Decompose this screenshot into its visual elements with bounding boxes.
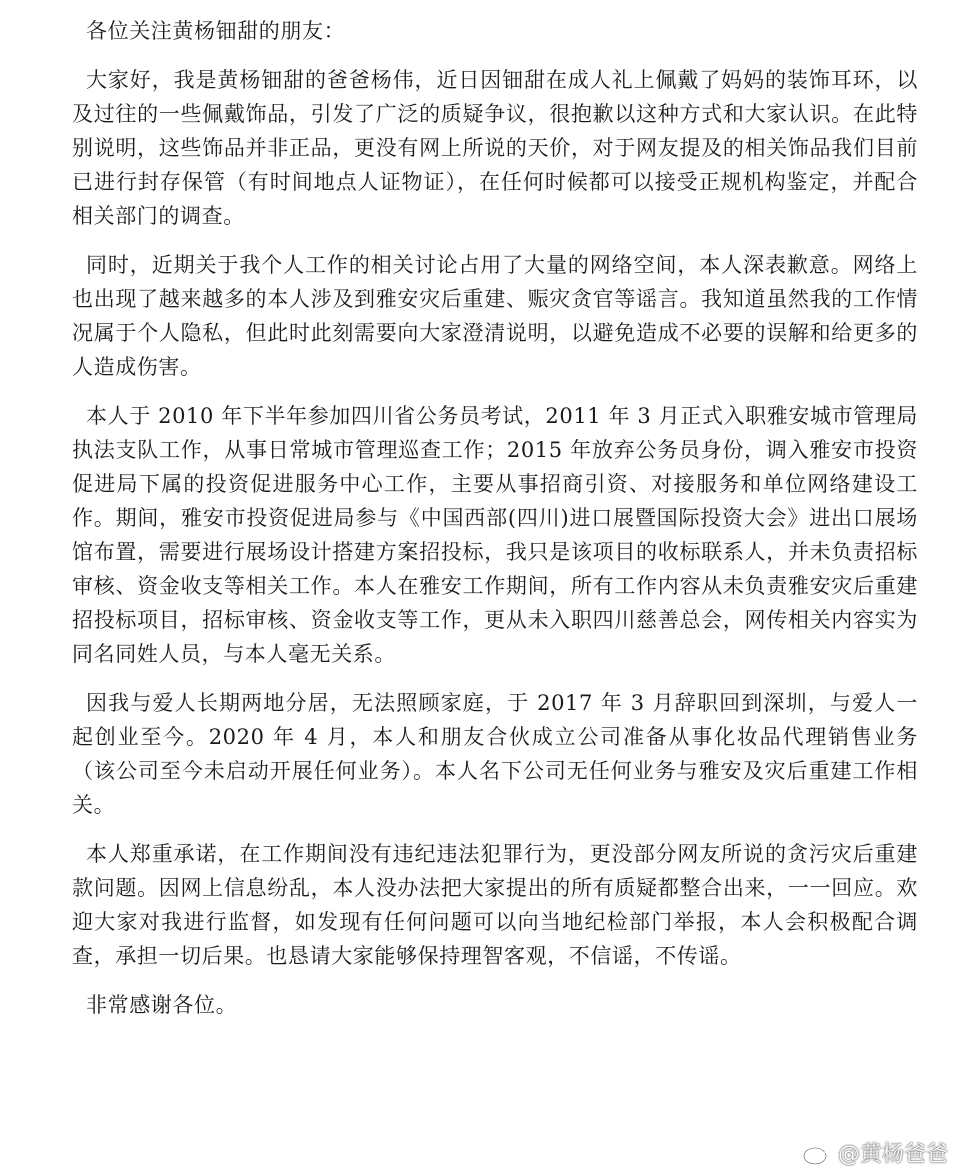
statement-document	[72, 14, 918, 1022]
paragraph-intro: 大家好，我是黄杨钿甜的爸爸杨伟，近日因钿甜在成人礼上佩戴了妈妈的装饰耳环，以及过往的一些佩戴饰品，引发了广泛的质疑争议，很抱歉以这种方式和大家认识。在此特别说明，这些饰品并非正品，更没有网上所说的天价，对于网友提及的相关饰品我们目前已进行封存保管（有时间地点人证物证），在任何时候都可以接受正规机构鉴定，并配合相关部门的调查。	[72, 68, 918, 228]
paragraph-rumors: 同时，近期关于我个人工作的相关讨论占用了大量的网络空间，本人深表歉意。网络上也出现了越来越多的本人涉及到雅安灾后重建、赈灾贪官等谣言。我知道虽然我的工作情况属于个人隐私，但此时此刻需要向大家澄清说明，以避免造成不必要的误解和给更多的人造成伤害。	[72, 253, 918, 379]
weibo-icon	[802, 1140, 832, 1166]
paragraph-work-history: 本人于 2010 年下半年参加四川省公务员考试，2011 年 3 月正式入职雅安城市管理局执法支队工作，从事日常城市管理巡查工作；2015 年放弃公务员身份，调入雅安市投资促进局下属的投资促进服务中心工作，主要从事招商引资、对接服务和单位网络建设工作。期间，雅安市投资促进局参与《中国西部(四川)进口展暨国际投资大会》进出口展场馆布置，需要进行展场设计搭建方案招投标，我只是该项目的收标联系人，并未负责招标审核、资金收支等相关工作。本人在雅安工作期间，所有工作内容从未负责雅安灾后重建招投标项目，招标审核、资金收支等工作，更从未入职四川慈善总会，网传相关内容实为同名同姓人员，与本人毫无关系。	[72, 404, 918, 666]
weibo-watermark	[802, 1137, 948, 1168]
paragraph-commitment: 本人郑重承诺，在工作期间没有违纪违法犯罪行为，更没部分网友所说的贪污灾后重建款问题。因网上信息纷乱，本人没办法把大家提出的所有质疑都整合出来，一一回应。欢迎大家对我进行监督，如发现有任何问题可以向当地纪检部门举报，本人会积极配合调查，承担一切后果。也恳请大家能够保持理智客观，不信谣，不传谣。	[72, 842, 918, 968]
paragraph-business: 因我与爱人长期两地分居，无法照顾家庭，于 2017 年 3 月辞职回到深圳，与爱人一起创业至今。2020 年 4 月，本人和朋友合伙成立公司准备从事化妆品代理销售业务（该公司至今未启动开展任何业务）。本人名下公司无任何业务与雅安及灾后重建工作相关。	[72, 691, 918, 817]
salutation: 各位关注黄杨钿甜的朋友：	[86, 19, 346, 43]
closing-line: 非常感谢各位。	[86, 993, 238, 1017]
watermark-text: @黄杨爸爸	[837, 1142, 948, 1167]
